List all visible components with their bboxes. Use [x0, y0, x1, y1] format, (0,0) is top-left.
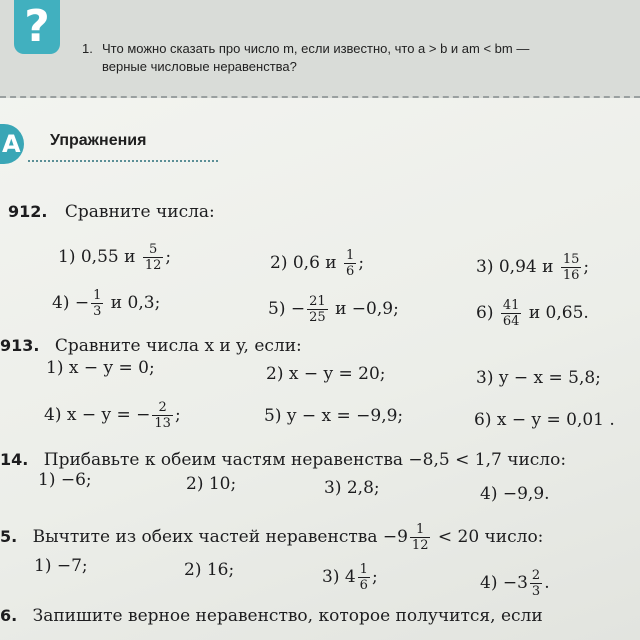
fraction	[410, 522, 431, 553]
exercise-912-item-5	[268, 294, 399, 325]
exercise-number: 14.	[0, 450, 29, 469]
exercise-913-item-4	[44, 400, 181, 431]
denominator: 16	[562, 268, 580, 283]
denominator: 12	[144, 258, 162, 273]
exercise-number: 5.	[0, 527, 18, 546]
exercise-916-heading	[0, 606, 543, 626]
numerator: 1	[93, 288, 102, 303]
exercise-912-heading	[8, 202, 215, 222]
question-text	[82, 40, 640, 76]
exercise-prompt: Прибавьте к обеим частям неравенства −8,5 < 1,7 число:	[43, 450, 567, 470]
exercise-912-item-2	[270, 248, 364, 279]
numerator: 2	[152, 400, 173, 416]
item-text: 5) −	[268, 299, 306, 319]
item-text: и 0,65.	[528, 303, 589, 323]
exercise-913-item-1: 1) x − y = 0;	[46, 358, 155, 378]
fraction	[91, 288, 103, 319]
exercise-prompt: Запишите верное неравенство, которое получится, если	[32, 606, 543, 626]
exercise-915-item-3	[322, 562, 378, 593]
question-number: 1.	[82, 41, 93, 56]
fraction	[561, 252, 582, 283]
item-text: ;	[371, 567, 378, 587]
exercise-913-heading	[0, 336, 302, 356]
fraction	[143, 242, 164, 273]
exercise-915-heading	[0, 522, 543, 553]
denominator: 25	[309, 310, 326, 325]
denominator: 6	[346, 264, 355, 279]
fraction	[530, 568, 542, 599]
numerator: 1	[410, 522, 431, 538]
denominator: 6	[359, 578, 368, 593]
item-text: 3) 0,94 и	[476, 257, 554, 277]
denominator: 13	[154, 416, 171, 431]
exercise-prompt: Сравните числа:	[64, 202, 215, 222]
fraction	[307, 294, 328, 325]
numerator: 15	[562, 252, 580, 267]
item-text: ;	[165, 247, 172, 267]
question-mark-icon: ?	[14, 0, 60, 54]
exercise-913-item-5: 5) y − x = −9,9;	[264, 406, 404, 426]
section-letter-badge: A	[0, 124, 24, 164]
item-text: 2) 0,6 и	[270, 253, 337, 273]
item-text: ;	[583, 257, 590, 277]
exercise-number: 912.	[8, 202, 48, 221]
numerator: 1	[346, 248, 355, 263]
numerator: 2	[531, 568, 541, 583]
numerator: 1	[359, 562, 368, 577]
numerator: 21	[309, 294, 326, 309]
exercise-912-item-3	[476, 252, 589, 283]
item-text: 1) 0,55 и	[58, 247, 136, 267]
exercise-913-item-3: 3) y − x = 5,8;	[476, 368, 601, 388]
item-text: .	[544, 573, 550, 593]
exercise-912-item-6	[476, 298, 589, 329]
exercise-914-item-3: 3) 2,8;	[324, 478, 380, 498]
fraction	[501, 298, 522, 329]
item-text: и −0,9;	[335, 299, 399, 319]
exercise-912-item-4	[52, 288, 160, 319]
exercise-915-item-1: 1) −7;	[34, 556, 88, 576]
item-text: 4) x − y = −	[44, 405, 151, 425]
section-divider	[28, 160, 218, 162]
numerator: 41	[502, 298, 520, 313]
exercise-prompt-tail: < 20 число:	[437, 527, 544, 547]
exercise-914-item-2: 2) 10;	[186, 474, 237, 494]
exercise-915-item-2: 2) 16;	[184, 560, 235, 580]
item-text: 4) −	[52, 293, 90, 313]
exercise-912-item-1	[58, 242, 171, 273]
item-text: 4) −3	[480, 573, 528, 593]
question-line-2: верные числовые неравенства?	[102, 59, 297, 74]
section-header	[0, 124, 640, 164]
item-text: и 0,3;	[110, 293, 161, 313]
exercise-913-item-2: 2) x − y = 20;	[266, 364, 386, 384]
exercise-914-item-1: 1) −6;	[38, 470, 92, 490]
denominator: 12	[411, 538, 429, 553]
numerator: 5	[143, 242, 164, 258]
fraction	[358, 562, 370, 593]
denominator: 64	[502, 314, 520, 329]
item-text: 6)	[476, 303, 494, 323]
item-text: ;	[358, 253, 365, 273]
denominator: 3	[531, 584, 541, 599]
exercise-prompt: Вычтите из обеих частей неравенства −9	[32, 527, 408, 547]
question-line-1: Что можно сказать про число m, если известно, что a > b и am < bm —	[102, 41, 530, 56]
exercise-913-item-6: 6) x − y = 0,01 .	[474, 410, 615, 430]
exercise-number: 913.	[0, 336, 40, 355]
fraction	[344, 248, 356, 279]
section-title: Упражнения	[50, 132, 147, 149]
denominator: 3	[93, 304, 102, 319]
exercise-number: 6.	[0, 606, 18, 625]
exercise-915-item-4	[480, 568, 550, 599]
question-banner	[0, 0, 640, 98]
exercise-914-item-4: 4) −9,9.	[480, 484, 550, 504]
fraction	[152, 400, 173, 431]
exercise-914-heading	[0, 450, 566, 470]
exercise-prompt: Сравните числа x и y, если:	[54, 336, 302, 356]
item-text: 3) 4	[322, 567, 356, 587]
item-text: ;	[174, 405, 181, 425]
